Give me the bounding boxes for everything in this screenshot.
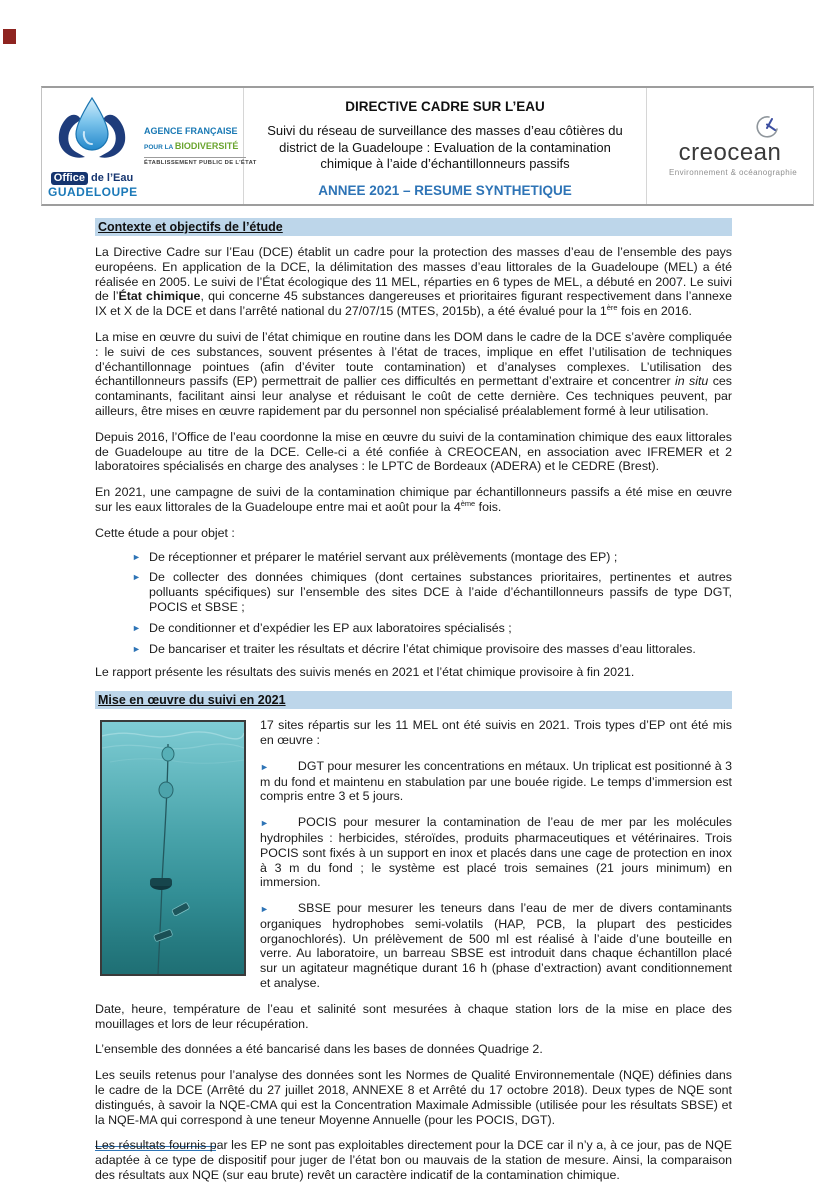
creocean-logo [647,88,813,204]
suivi-2021-block [95,718,732,1042]
paragraph-depuis-2016: Depuis 2016, l’Office de l’eau coordonne la mise en œuvre du suivi de la contamination chimique des eaux littorales de Guadeloupe au titre de la DCE. Celle-ci a été confiée à CREOCEAN, en association avec IFREMER et 2 laboratoires spécialisés en charge des analyses : le LPTC de Bordeaux (ADERA) et le CEDRE (Brest). [95,429,732,474]
objectives-list [95,550,732,657]
paragraph-date-heure: Date, heure, température de l’eau et salinité sont mesurées à chaque station lors de la mise en place des mouillages et lors de leur récupération. [95,1001,732,1031]
paragraph-quadrige: L’ensemble des données a été bancarisé dans les bases de données Quadrige 2. [95,1042,543,1057]
paragraph-campagne-2021: En 2021, une campagne de suivi de la contamination chimique par échantillonneurs passifs a été mise en œuvre sur les eaux littorales de la Guadeloupe entre mai et août pour la 4ème fois. [95,485,732,514]
water-drop-hands-icon [51,94,133,166]
office-eau-logo [48,94,136,199]
doc-title: DIRECTIVE CADRE SUR L’EAU [345,99,545,114]
ep-type-sbse: ► SBSE pour mesurer les teneurs dans l’eau de mer de divers contaminants organiques hydrophobes semi-volatils (HAP, PCB, la plupart des pesticides organochlorés). Un prélèvement de 500 ml est réalisé à l’aide d’une bouteille en verre. Au laboratoire, un barreau SBSE est introduit dans chaque échantillon placé sur un agitateur magnétique durant 16 h (phase d’extraction) avant conditionnement et analyse. [260,901,732,991]
paragraph-resultats-ep: Les résultats fournis par les EP ne sont pas exploitables directement pour la DCE car il n’y a, à ce jour, pas de NQE adaptée à ce type de dispositif pour juger de l’état bon ou mauvais de la station de mesure. Ainsi, la comparaison des résultats aux NQE (sur eau brute) revêt un caractère indicatif de la contamination chimique. [95,1138,732,1183]
section-header-suivi-2021: Mise en œuvre du suivi en 2021 [95,691,732,709]
ep-type-dgt: ► DGT pour mesurer les concentrations en métaux. Un triplicat est positionné à 3 m du fond et maintenu en stabulation par une bouée rigide. Le temps d’immersion est compris entre 3 et 5 jours. [260,758,732,804]
paragraph-objet-etude: Cette étude a pour objet : [95,525,235,540]
afb-line3: ÉTABLISSEMENT PUBLIC DE L’ÉTAT [144,160,257,166]
bullet-arrow-icon: ► [260,761,269,772]
section-header-contexte: Contexte et objectifs de l’étude [95,218,732,236]
bullet-arrow-icon: ► [132,643,141,654]
bullet-arrow-icon: ► [132,572,141,583]
objective-item: ► De réceptionner et préparer le matériel servant aux prélèvements (montage des EP) ; [132,549,618,564]
bullet-arrow-icon: ► [132,622,141,633]
afb-divider [144,157,246,158]
afb-line2: POUR LA BIODIVERSITÉ [144,141,239,151]
header-table [41,86,814,206]
objective-item: ► De conditionner et d’expédier les EP aux laboratoires spécialisés ; [132,620,512,635]
creocean-mark-icon [755,115,779,139]
bullet-arrow-icon: ► [260,818,269,829]
header-logos-left [42,88,257,204]
page-corner-mark [3,29,16,44]
afb-logo [144,126,257,166]
bullet-arrow-icon: ► [132,551,141,562]
underwater-mooring-photo [100,720,246,976]
ep-type-pocis: ► POCIS pour mesurer la contamination de l’eau de mer par les molécules hydrophiles : herbicides, stéroïdes, produits pharmaceutiques et vétérinaires. Trois POCIS sont fixés à un support en inox et placés dans une cage de protection en inox à 3 m du fond ; le système est placé trois semaines (21 jours minimum) en immersion. [260,815,732,890]
paragraph-17-sites: 17 sites répartis sur les 11 MEL ont été suivis en 2021. Trois types d’EP ont été mis en œuvre : [260,718,732,747]
doc-subtitle: Suivi du réseau de surveillance des masses d’eau côtières du district de la Guadeloupe : Evaluation de la contamination chimique à l’aide d’échantillonneurs passifs [267,123,623,171]
office-eau-wordmark: Office de l’Eau [48,172,136,185]
document-body [95,218,732,1194]
objective-item: ► De bancariser et traiter les résultats et décrire l’état chimique provisoire des masses d’eau littorales. [132,641,696,656]
paragraph-mise-en-oeuvre-routine: La mise en œuvre du suivi de l’état chimique en routine dans les DOM dans le cadre de la DCE s’avère compliquée : le suivi de ces substances, souvent présentes à l’état de traces, implique en effet l’utilisation de techniques d’échantillonnage pointues (afin d’éviter toute contamination) et d’analyses complexes. L’utilisation des échantillonneurs passifs (EP) permettrait de pallier ces difficultés en permettant d’extraire et concentrer in situ ces contaminants, facilitant ainsi leur analyse et réduisant le coût de cette dernière. Ces techniques peuvent, par ailleurs, être mises en œuvre rapidement par du personnel non spécialisé préalablement formé à leur utilisation. [95,329,732,418]
paragraph-dce-cadre: La Directive Cadre sur l’Eau (DCE) établit un cadre pour la protection des masses d’eau de l’ensemble des pays européens. En application de la DCE, la délimitation des masses d’eau littorales de la Guadeloupe (MEL) a été réalisée en 2005. Le suivi de l’État écologique des 11 MEL, réparties en 6 types de MEL, a débuté en 2007. Le suivi de l’État chimique, qui concerne 45 substances dangereuses et prioritaires figurant respectivement dans l’annexe IX et X de la DCE et dans l’arrêté national du 27/07/15 (MTES, 2015b), a été évalué pour la 1ère fois en 2016. [95,245,732,319]
creocean-wordmark: creocean [678,139,782,166]
creocean-tagline: Environnement & océanographie [669,168,798,177]
afb-line1: AGENCE FRANÇAISE [144,126,238,136]
paragraph-rapport-presente: Le rapport présente les résultats des suivis menés en 2021 et l’état chimique provisoire à fin 2021. [95,665,635,680]
objective-item: ► De collecter des données chimiques (dont certaines substances prioritaires, pertinentes et autres polluants spécifiques) sur l’ensemble des sites DCE à l’aide d’échantillonneurs passifs de type DGT, POCIS et SBSE ; [132,570,732,614]
paragraph-seuils-nqe: Les seuils retenus pour l’analyse des données sont les Normes de Qualité Environnementale (NQE) définies dans le cadre de la DCE (Arrêté du 27 juillet 2018, ANNEXE 8 et Arrêté du 17 octobre 2018). Deux types de NQE sont distingués, à savoir la NQE-CMA qui est la Concentration Maximale Admissible (utilisée pour les résultats SBSE) et la NQE-MA qui correspond à une teneur Moyenne Annuelle (pour les POCIS, DGT). [95,1068,732,1127]
bullet-arrow-icon: ► [260,904,269,915]
doc-edition: ANNEE 2021 – RESUME SYNTHETIQUE [318,182,572,198]
header-titles [244,88,647,204]
office-eau-guadeloupe-label: GUADELOUPE [48,184,138,199]
underwater-scene-icon [102,722,244,974]
